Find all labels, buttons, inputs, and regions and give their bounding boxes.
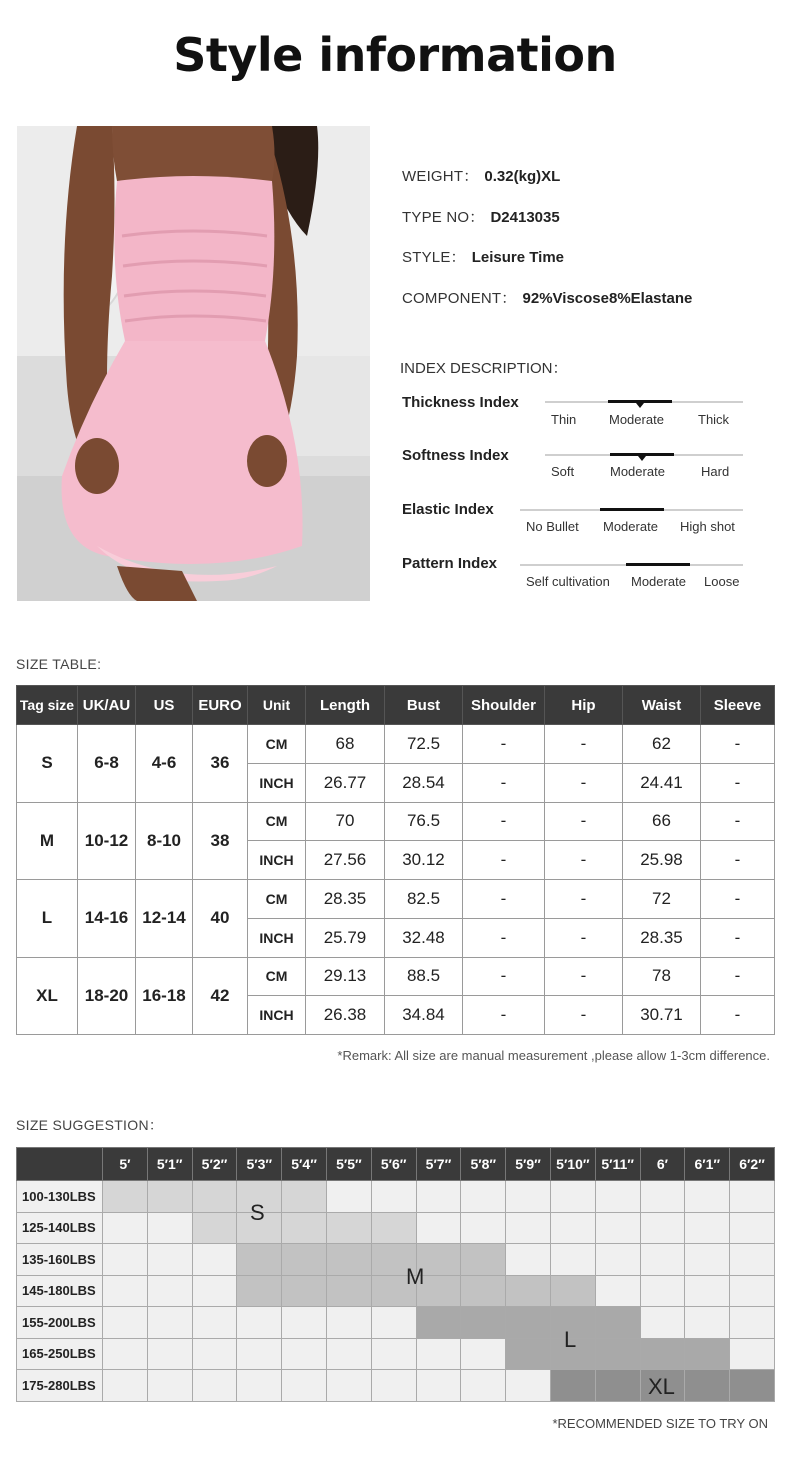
empty-cell bbox=[461, 1338, 506, 1370]
size-row-cm bbox=[17, 725, 775, 764]
size-zone-cell-s bbox=[282, 1212, 327, 1244]
empty-cell bbox=[147, 1244, 192, 1276]
empty-cell bbox=[371, 1307, 416, 1339]
empty-cell bbox=[147, 1307, 192, 1339]
euro-cell: 38 bbox=[193, 802, 248, 880]
hip-cell: - bbox=[545, 763, 623, 802]
height-header: 5′1″ bbox=[147, 1148, 192, 1181]
empty-cell bbox=[730, 1212, 775, 1244]
weight-label: 145-180LBS bbox=[17, 1275, 103, 1307]
empty-cell bbox=[237, 1307, 282, 1339]
empty-cell bbox=[103, 1244, 148, 1276]
elastic-option-moderate: Moderate bbox=[603, 519, 658, 534]
empty-cell bbox=[506, 1370, 551, 1402]
size-zone-cell-s bbox=[371, 1212, 416, 1244]
bust-cell: 34.84 bbox=[385, 996, 463, 1035]
height-header: 5′8″ bbox=[461, 1148, 506, 1181]
empty-cell bbox=[640, 1212, 685, 1244]
length-cell: 70 bbox=[306, 802, 385, 841]
header-uk-au: UK/AU bbox=[78, 686, 136, 725]
size-zone-cell-l bbox=[506, 1338, 551, 1370]
unit-cell: INCH bbox=[248, 996, 306, 1035]
height-header: 5′3″ bbox=[237, 1148, 282, 1181]
component-label: COMPONENT： bbox=[402, 290, 517, 307]
shoulder-cell: - bbox=[463, 880, 545, 919]
softness-option-hard: Hard bbox=[701, 464, 730, 479]
empty-cell bbox=[550, 1212, 595, 1244]
height-header: 5′11″ bbox=[595, 1148, 640, 1181]
empty-cell bbox=[371, 1338, 416, 1370]
size-zone-cell-l bbox=[461, 1307, 506, 1339]
size-zone-cell-s bbox=[192, 1212, 237, 1244]
softness-option-soft: Soft bbox=[551, 464, 575, 479]
empty-cell bbox=[550, 1181, 595, 1213]
unit-cell: CM bbox=[248, 802, 306, 841]
size-zone-cell-m bbox=[282, 1244, 327, 1276]
thickness-option-moderate: Moderate bbox=[609, 412, 664, 427]
uk-au-cell: 10-12 bbox=[78, 802, 136, 880]
zone-label-xl: XL bbox=[648, 1374, 675, 1399]
height-header: 5′2″ bbox=[192, 1148, 237, 1181]
size-zone-cell-s bbox=[326, 1212, 371, 1244]
empty-cell bbox=[416, 1212, 461, 1244]
empty-cell bbox=[103, 1370, 148, 1402]
elastic-option-no-bullet: No Bullet bbox=[526, 519, 579, 534]
empty-cell bbox=[416, 1370, 461, 1402]
header-us: US bbox=[136, 686, 193, 725]
sleeve-cell: - bbox=[701, 725, 775, 764]
height-header: 5′7″ bbox=[416, 1148, 461, 1181]
size-suggestion-grid bbox=[16, 1147, 775, 1402]
hip-cell: - bbox=[545, 880, 623, 919]
empty-cell bbox=[416, 1338, 461, 1370]
size-remark: *Remark: All size are manual measurement ,please allow 1-3cm difference. bbox=[337, 1048, 770, 1063]
pattern-selected-bar bbox=[626, 563, 690, 566]
empty-cell bbox=[103, 1212, 148, 1244]
sleeve-cell: - bbox=[701, 918, 775, 957]
waist-cell: 30.71 bbox=[623, 996, 701, 1035]
size-zone-cell-s bbox=[282, 1181, 327, 1213]
height-header: 5′ bbox=[103, 1148, 148, 1181]
size-zone-cell-l bbox=[506, 1307, 551, 1339]
length-cell: 26.77 bbox=[306, 763, 385, 802]
unit-cell: CM bbox=[248, 880, 306, 919]
empty-cell bbox=[461, 1212, 506, 1244]
size-row-cm bbox=[17, 957, 775, 996]
pattern-option-moderate: Moderate bbox=[631, 574, 686, 589]
length-cell: 27.56 bbox=[306, 841, 385, 880]
height-header: 6′2″ bbox=[730, 1148, 775, 1181]
empty-cell bbox=[282, 1307, 327, 1339]
length-cell: 29.13 bbox=[306, 957, 385, 996]
thickness-option-thin: Thin bbox=[551, 412, 577, 427]
waist-cell: 24.41 bbox=[623, 763, 701, 802]
empty-cell bbox=[237, 1338, 282, 1370]
product-photo bbox=[17, 126, 370, 601]
page-title: Style information bbox=[173, 28, 617, 82]
empty-cell bbox=[640, 1275, 685, 1307]
size-table-body bbox=[17, 725, 775, 1035]
dress-illustration bbox=[17, 126, 370, 601]
size-zone-cell-l bbox=[640, 1338, 685, 1370]
tag-size-cell: M bbox=[17, 802, 78, 880]
weight-row bbox=[17, 1181, 775, 1213]
weight-label: 175-280LBS bbox=[17, 1370, 103, 1402]
suggestion-corner bbox=[17, 1148, 103, 1181]
empty-cell bbox=[461, 1370, 506, 1402]
length-cell: 68 bbox=[306, 725, 385, 764]
hip-cell: - bbox=[545, 918, 623, 957]
empty-cell bbox=[416, 1181, 461, 1213]
weight-label: 100-130LBS bbox=[17, 1181, 103, 1213]
empty-cell bbox=[730, 1275, 775, 1307]
tag-size-cell: XL bbox=[17, 957, 78, 1035]
empty-cell bbox=[506, 1212, 551, 1244]
empty-cell bbox=[326, 1307, 371, 1339]
thickness-pointer-icon bbox=[636, 403, 644, 408]
suggestion-body bbox=[17, 1181, 775, 1402]
unit-cell: INCH bbox=[248, 763, 306, 802]
sleeve-cell: - bbox=[701, 802, 775, 841]
empty-cell bbox=[192, 1307, 237, 1339]
size-row-cm bbox=[17, 880, 775, 919]
empty-cell bbox=[282, 1338, 327, 1370]
tag-size-cell: S bbox=[17, 725, 78, 803]
component-value: 92%Viscose8%Elastane bbox=[522, 290, 693, 307]
bust-cell: 28.54 bbox=[385, 763, 463, 802]
empty-cell bbox=[326, 1370, 371, 1402]
empty-cell bbox=[730, 1338, 775, 1370]
zone-label-m: M bbox=[406, 1264, 425, 1289]
euro-cell: 42 bbox=[193, 957, 248, 1035]
height-header: 6′1″ bbox=[685, 1148, 730, 1181]
tag-size-cell: L bbox=[17, 880, 78, 958]
empty-cell bbox=[103, 1307, 148, 1339]
style-label: STYLE： bbox=[402, 249, 466, 266]
unit-cell: INCH bbox=[248, 918, 306, 957]
shoulder-cell: - bbox=[463, 918, 545, 957]
pattern-option-self-cultivation: Self cultivation bbox=[526, 574, 610, 589]
zone-label-s: S bbox=[250, 1200, 265, 1225]
shoulder-cell: - bbox=[463, 763, 545, 802]
uk-au-cell: 14-16 bbox=[78, 880, 136, 958]
header-euro: EURO bbox=[193, 686, 248, 725]
length-cell: 28.35 bbox=[306, 880, 385, 919]
size-zone-cell-l bbox=[595, 1307, 640, 1339]
empty-cell bbox=[730, 1244, 775, 1276]
header-waist: Waist bbox=[623, 686, 701, 725]
bust-cell: 88.5 bbox=[385, 957, 463, 996]
empty-cell bbox=[595, 1275, 640, 1307]
softness-option-moderate: Moderate bbox=[610, 464, 665, 479]
waist-cell: 72 bbox=[623, 880, 701, 919]
us-cell: 4-6 bbox=[136, 725, 193, 803]
empty-cell bbox=[282, 1370, 327, 1402]
size-zone-cell-m bbox=[550, 1275, 595, 1307]
softness-index-label: Softness Index bbox=[402, 447, 509, 464]
style-value: Leisure Time bbox=[471, 249, 564, 266]
euro-cell: 36 bbox=[193, 725, 248, 803]
waist-cell: 62 bbox=[623, 725, 701, 764]
header-unit: Unit bbox=[248, 686, 306, 725]
unit-cell: CM bbox=[248, 957, 306, 996]
height-header: 6′ bbox=[640, 1148, 685, 1181]
uk-au-cell: 18-20 bbox=[78, 957, 136, 1035]
waist-cell: 78 bbox=[623, 957, 701, 996]
weight-label: 135-160LBS bbox=[17, 1244, 103, 1276]
size-row-cm bbox=[17, 802, 775, 841]
empty-cell bbox=[640, 1181, 685, 1213]
size-zone-cell-s bbox=[147, 1181, 192, 1213]
shoulder-cell: - bbox=[463, 725, 545, 764]
height-header: 5′10″ bbox=[550, 1148, 595, 1181]
empty-cell bbox=[685, 1244, 730, 1276]
height-header: 5′6″ bbox=[371, 1148, 416, 1181]
empty-cell bbox=[685, 1275, 730, 1307]
style-row bbox=[402, 246, 564, 267]
sleeve-cell: - bbox=[701, 880, 775, 919]
size-zone-cell-xl bbox=[685, 1370, 730, 1402]
weight-row bbox=[17, 1212, 775, 1244]
size-zone-cell-m bbox=[282, 1275, 327, 1307]
recommended-note: *RECOMMENDED SIZE TO TRY ON bbox=[552, 1416, 768, 1431]
shoulder-cell: - bbox=[463, 957, 545, 996]
empty-cell bbox=[730, 1181, 775, 1213]
size-table-header bbox=[17, 686, 775, 725]
bust-cell: 72.5 bbox=[385, 725, 463, 764]
weight-row bbox=[17, 1244, 775, 1276]
empty-cell bbox=[192, 1370, 237, 1402]
empty-cell bbox=[595, 1181, 640, 1213]
index-description-title: INDEX DESCRIPTION： bbox=[400, 360, 568, 377]
size-table-label: SIZE TABLE: bbox=[16, 656, 102, 672]
thickness-option-thick: Thick bbox=[698, 412, 730, 427]
waist-cell: 66 bbox=[623, 802, 701, 841]
empty-cell bbox=[595, 1244, 640, 1276]
us-cell: 12-14 bbox=[136, 880, 193, 958]
sleeve-cell: - bbox=[701, 957, 775, 996]
empty-cell bbox=[103, 1275, 148, 1307]
size-zone-cell-l bbox=[685, 1338, 730, 1370]
size-zone-cell-xl bbox=[730, 1370, 775, 1402]
empty-cell bbox=[326, 1338, 371, 1370]
size-zone-cell-m bbox=[326, 1244, 371, 1276]
hip-cell: - bbox=[545, 802, 623, 841]
elastic-option-high-shot: High shot bbox=[680, 519, 735, 534]
empty-cell bbox=[461, 1181, 506, 1213]
bust-cell: 32.48 bbox=[385, 918, 463, 957]
weight-row bbox=[17, 1307, 775, 1339]
header-shoulder: Shoulder bbox=[463, 686, 545, 725]
component-row bbox=[402, 287, 692, 308]
uk-au-cell: 6-8 bbox=[78, 725, 136, 803]
hip-cell: - bbox=[545, 957, 623, 996]
empty-cell bbox=[147, 1338, 192, 1370]
weight-row bbox=[402, 165, 560, 186]
empty-cell bbox=[506, 1181, 551, 1213]
size-zone-cell-m bbox=[326, 1275, 371, 1307]
empty-cell bbox=[640, 1307, 685, 1339]
type-value: D2413035 bbox=[490, 209, 560, 226]
empty-cell bbox=[371, 1370, 416, 1402]
empty-cell bbox=[595, 1212, 640, 1244]
empty-cell bbox=[550, 1244, 595, 1276]
suggestion-header bbox=[17, 1148, 775, 1181]
empty-cell bbox=[506, 1244, 551, 1276]
weight-label: 155-200LBS bbox=[17, 1307, 103, 1339]
empty-cell bbox=[237, 1370, 282, 1402]
empty-cell bbox=[147, 1370, 192, 1402]
empty-cell bbox=[147, 1212, 192, 1244]
pattern-index-label: Pattern Index bbox=[402, 555, 498, 572]
type-label: TYPE NO： bbox=[402, 209, 485, 226]
empty-cell bbox=[192, 1275, 237, 1307]
unit-cell: INCH bbox=[248, 841, 306, 880]
empty-cell bbox=[685, 1307, 730, 1339]
sleeve-cell: - bbox=[701, 996, 775, 1035]
shoulder-cell: - bbox=[463, 841, 545, 880]
elastic-selected-bar bbox=[600, 508, 664, 511]
us-cell: 16-18 bbox=[136, 957, 193, 1035]
bust-cell: 76.5 bbox=[385, 802, 463, 841]
header-tag-size: Tag size bbox=[17, 686, 78, 725]
size-suggestion-label: SIZE SUGGESTION： bbox=[16, 1117, 164, 1133]
size-zone-cell-s bbox=[192, 1181, 237, 1213]
hip-cell: - bbox=[545, 841, 623, 880]
softness-pointer-icon bbox=[638, 456, 646, 461]
empty-cell bbox=[685, 1212, 730, 1244]
type-row bbox=[402, 206, 560, 227]
sleeve-cell: - bbox=[701, 841, 775, 880]
length-cell: 25.79 bbox=[306, 918, 385, 957]
waist-cell: 28.35 bbox=[623, 918, 701, 957]
weight-label: 125-140LBS bbox=[17, 1212, 103, 1244]
empty-cell bbox=[685, 1181, 730, 1213]
header-sleeve: Sleeve bbox=[701, 686, 775, 725]
waist-cell: 25.98 bbox=[623, 841, 701, 880]
weight-label: 165-250LBS bbox=[17, 1338, 103, 1370]
empty-cell bbox=[371, 1181, 416, 1213]
bust-cell: 82.5 bbox=[385, 880, 463, 919]
zone-label-l: L bbox=[564, 1327, 577, 1352]
weight-row bbox=[17, 1275, 775, 1307]
empty-cell bbox=[640, 1244, 685, 1276]
shoulder-cell: - bbox=[463, 996, 545, 1035]
size-zone-cell-m bbox=[461, 1275, 506, 1307]
empty-cell bbox=[147, 1275, 192, 1307]
size-zone-cell-xl bbox=[550, 1370, 595, 1402]
weight-row bbox=[17, 1338, 775, 1370]
thickness-index-label: Thickness Index bbox=[402, 394, 519, 411]
sleeve-cell: - bbox=[701, 763, 775, 802]
us-cell: 8-10 bbox=[136, 802, 193, 880]
height-header: 5′5″ bbox=[326, 1148, 371, 1181]
height-header: 5′4″ bbox=[282, 1148, 327, 1181]
bust-cell: 30.12 bbox=[385, 841, 463, 880]
unit-cell: CM bbox=[248, 725, 306, 764]
size-zone-cell-m bbox=[461, 1244, 506, 1276]
size-zone-cell-m bbox=[237, 1275, 282, 1307]
size-zone-cell-s bbox=[103, 1181, 148, 1213]
header-bust: Bust bbox=[385, 686, 463, 725]
size-zone-cell-xl bbox=[595, 1370, 640, 1402]
elastic-index-label: Elastic Index bbox=[402, 501, 494, 518]
hip-cell: - bbox=[545, 996, 623, 1035]
size-zone-cell-l bbox=[416, 1307, 461, 1339]
empty-cell bbox=[730, 1307, 775, 1339]
header-length: Length bbox=[306, 686, 385, 725]
empty-cell bbox=[103, 1338, 148, 1370]
pattern-option-loose: Loose bbox=[704, 574, 740, 589]
empty-cell bbox=[326, 1181, 371, 1213]
length-cell: 26.38 bbox=[306, 996, 385, 1035]
size-zone-cell-m bbox=[506, 1275, 551, 1307]
empty-cell bbox=[192, 1244, 237, 1276]
hip-cell: - bbox=[545, 725, 623, 764]
shoulder-cell: - bbox=[463, 802, 545, 841]
size-zone-cell-l bbox=[595, 1338, 640, 1370]
weight-label: WEIGHT： bbox=[402, 168, 479, 185]
euro-cell: 40 bbox=[193, 880, 248, 958]
size-zone-cell-m bbox=[237, 1244, 282, 1276]
weight-value: 0.32(kg)XL bbox=[484, 168, 561, 185]
height-header: 5′9″ bbox=[506, 1148, 551, 1181]
empty-cell bbox=[192, 1338, 237, 1370]
size-table bbox=[16, 685, 775, 1035]
header-hip: Hip bbox=[545, 686, 623, 725]
